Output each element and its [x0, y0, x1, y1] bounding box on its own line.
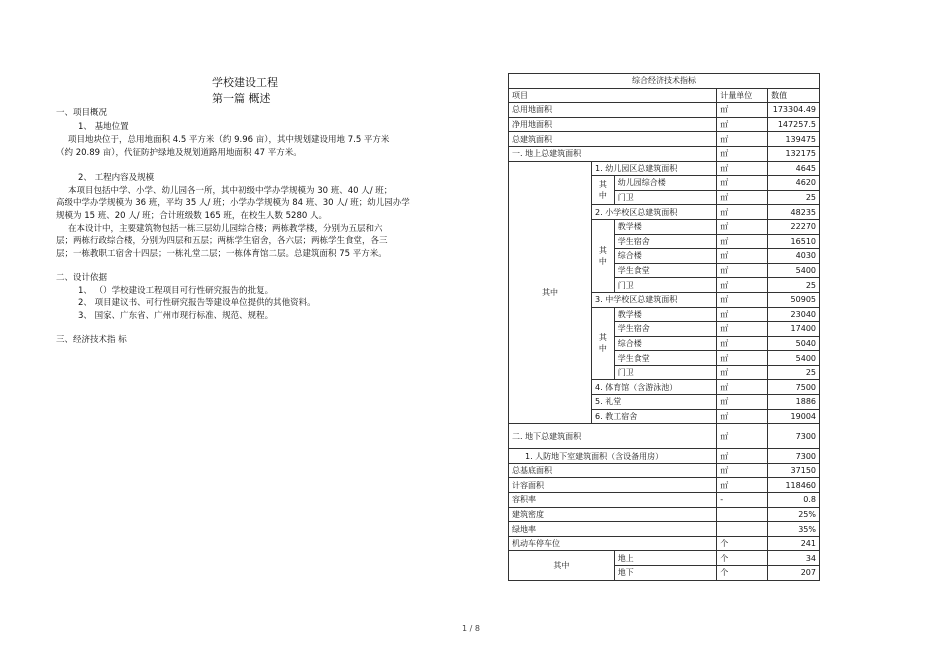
row-label: 一. 地上总建筑面积: [509, 146, 717, 161]
unit-cell: ㎡: [717, 292, 768, 307]
value-cell: 7300: [768, 424, 820, 449]
unit-cell: ㎡: [717, 190, 768, 205]
body-line: 1、 （）学校建设工程项目可行性研究报告的批复。: [78, 286, 274, 296]
unit-cell: ㎡: [717, 424, 768, 449]
doc-title: 学校建设工程: [212, 76, 278, 89]
value-cell: 22270: [768, 219, 820, 234]
value-cell: 23040: [768, 307, 820, 322]
row-label: 2. 小学校区总建筑面积: [592, 205, 717, 220]
header-item: 项目: [509, 88, 717, 103]
value-cell: 4620: [768, 176, 820, 191]
unit-cell: -: [717, 493, 768, 508]
value-cell: 17400: [768, 322, 820, 337]
sub-group-qizhong: [592, 219, 615, 292]
value-cell: 16510: [768, 234, 820, 249]
header-value: 数值: [768, 88, 820, 103]
sub-group-qizhong: [592, 176, 615, 205]
row-label: 学生宿舍: [614, 234, 716, 249]
row-label: 6. 教工宿舍: [592, 409, 717, 424]
unit-cell: ㎡: [717, 117, 768, 132]
page-number: 1 / 8: [462, 624, 480, 633]
zhong-char: 中: [598, 344, 607, 354]
value-cell: 5400: [768, 263, 820, 278]
group-label-qizhong: 其中: [509, 551, 615, 580]
value-cell: 37150: [768, 463, 820, 478]
doc-subtitle: 第一篇 概述: [212, 92, 271, 105]
body-line: 一、项目概况: [56, 108, 108, 118]
row-label: 机动车停车位: [509, 536, 717, 551]
qi-char: 其: [598, 245, 607, 255]
qi-char: 其: [598, 333, 607, 343]
value-cell: 1886: [768, 395, 820, 410]
row-label: 1. 幼儿园区总建筑面积: [592, 161, 717, 176]
row-label: 门卫: [614, 365, 716, 380]
row-label: 总基底面积: [509, 463, 717, 478]
row-label: 地上: [614, 551, 716, 566]
row-label: 综合楼: [614, 336, 716, 351]
unit-cell: [717, 507, 768, 522]
value-cell: 50905: [768, 292, 820, 307]
row-label: 幼儿园综合楼: [614, 176, 716, 191]
unit-cell: ㎡: [717, 307, 768, 322]
value-cell: 5400: [768, 351, 820, 366]
value-cell: 25%: [768, 507, 820, 522]
value-cell: 7300: [768, 449, 820, 464]
unit-cell: ㎡: [717, 249, 768, 264]
unit-cell: ㎡: [717, 351, 768, 366]
body-line: 2、 项目建议书、可行性研究报告等建设单位提供的其他资料。: [78, 298, 316, 308]
qi-char: 其: [598, 180, 607, 190]
body-line: 层；一栋教职工宿舍十四层；一栋礼堂二层；一栋体育馆二层。总建筑面积 75 平方米。: [56, 249, 387, 259]
value-cell: 34: [768, 551, 820, 566]
unit-cell: [717, 522, 768, 537]
body-line: 项目地块位于，总用地面积 4.5 平方米（约 9.96 亩），其中规划建设用地 7.5 平方米: [68, 135, 390, 145]
unit-cell: ㎡: [717, 365, 768, 380]
body-line: 二、设计依据: [56, 273, 108, 283]
row-label: 地下: [614, 566, 716, 581]
row-label: 总用地面积: [509, 103, 717, 118]
value-cell: 173304.49: [768, 103, 820, 118]
unit-cell: 个: [717, 566, 768, 581]
header-unit: 计量单位: [717, 88, 768, 103]
unit-cell: ㎡: [717, 132, 768, 147]
body-line: 在本设计中，主要建筑物包括一栋三层幼儿园综合楼；两栋教学楼，分别为五层和六: [68, 224, 383, 234]
unit-cell: ㎡: [717, 103, 768, 118]
value-cell: 4645: [768, 161, 820, 176]
unit-cell: ㎡: [717, 449, 768, 464]
unit-cell: ㎡: [717, 322, 768, 337]
row-label: 综合楼: [614, 249, 716, 264]
row-label: 教学楼: [614, 219, 716, 234]
unit-cell: ㎡: [717, 409, 768, 424]
value-cell: 19004: [768, 409, 820, 424]
body-line: 2、 工程内容及规模: [78, 173, 155, 183]
group-label-qizhong: 其中: [509, 161, 592, 424]
row-label: 总建筑面积: [509, 132, 717, 147]
value-cell: 35%: [768, 522, 820, 537]
row-label: 门卫: [614, 190, 716, 205]
unit-cell: ㎡: [717, 380, 768, 395]
body-line: 三、经济技术指 标: [56, 335, 127, 345]
body-line: 层；两栋行政综合楼，分别为四层和五层；两栋学生宿舍，各六层；两栋学生食堂，各三: [56, 236, 388, 246]
unit-cell: ㎡: [717, 278, 768, 293]
row-label: 教学楼: [614, 307, 716, 322]
table-caption: 综合经济技术指标: [509, 74, 820, 89]
body-line: 3、 国家、广东省、广州市现行标准、规范、规程。: [78, 311, 274, 321]
sub-group-qizhong: [592, 307, 615, 380]
row-label: 二. 地下总建筑面积: [509, 424, 717, 449]
unit-cell: ㎡: [717, 263, 768, 278]
row-label: 计容面积: [509, 478, 717, 493]
body-line: 1、 基地位置: [78, 122, 129, 132]
unit-cell: ㎡: [717, 395, 768, 410]
row-label: 建筑密度: [509, 507, 717, 522]
value-cell: 4030: [768, 249, 820, 264]
row-label: 学生宿舍: [614, 322, 716, 337]
body-line: 本项目包括中学、小学、幼儿园各一所，其中初级中学办学规模为 30 班、40 人/ 班；: [68, 186, 393, 196]
zhong-char: 中: [598, 256, 607, 266]
row-label: 1. 人防地下室建筑面积（含设备用房）: [509, 449, 717, 464]
row-label: 3. 中学校区总建筑面积: [592, 292, 717, 307]
value-cell: 48235: [768, 205, 820, 220]
body-line: 高级中学办学规模为 36 班，平均 35 人/ 班；小学办学规模为 84 班、30 人/ 班；幼儿园办学: [56, 198, 410, 208]
row-label: 容积率: [509, 493, 717, 508]
value-cell: 25: [768, 365, 820, 380]
unit-cell: ㎡: [717, 176, 768, 191]
row-label: 学生食堂: [614, 351, 716, 366]
unit-cell: ㎡: [717, 205, 768, 220]
value-cell: 7500: [768, 380, 820, 395]
value-cell: 0.8: [768, 493, 820, 508]
value-cell: 118460: [768, 478, 820, 493]
value-cell: 5040: [768, 336, 820, 351]
value-cell: 139475: [768, 132, 820, 147]
body-line: （约 20.89 亩），代征防护绿地及规划道路用地面积 47 平方米。: [56, 148, 302, 158]
row-label: 4. 体育馆（含游泳池）: [592, 380, 717, 395]
row-label: 5. 礼堂: [592, 395, 717, 410]
unit-cell: ㎡: [717, 463, 768, 478]
value-cell: 132175: [768, 146, 820, 161]
unit-cell: 个: [717, 536, 768, 551]
unit-cell: ㎡: [717, 146, 768, 161]
unit-cell: 个: [717, 551, 768, 566]
row-label: 学生食堂: [614, 263, 716, 278]
value-cell: 207: [768, 566, 820, 581]
body-line: 规模为 15 班、20 人/ 班；合计班级数 165 班，在校生人数 5280 人。: [56, 211, 327, 221]
row-label: 绿地率: [509, 522, 717, 537]
unit-cell: ㎡: [717, 234, 768, 249]
unit-cell: ㎡: [717, 219, 768, 234]
value-cell: 241: [768, 536, 820, 551]
value-cell: 25: [768, 190, 820, 205]
row-label: 门卫: [614, 278, 716, 293]
tech-indicator-table: [508, 73, 820, 581]
value-cell: 25: [768, 278, 820, 293]
unit-cell: ㎡: [717, 478, 768, 493]
unit-cell: ㎡: [717, 336, 768, 351]
row-label: 净用地面积: [509, 117, 717, 132]
zhong-char: 中: [598, 191, 607, 201]
value-cell: 147257.5: [768, 117, 820, 132]
unit-cell: ㎡: [717, 161, 768, 176]
